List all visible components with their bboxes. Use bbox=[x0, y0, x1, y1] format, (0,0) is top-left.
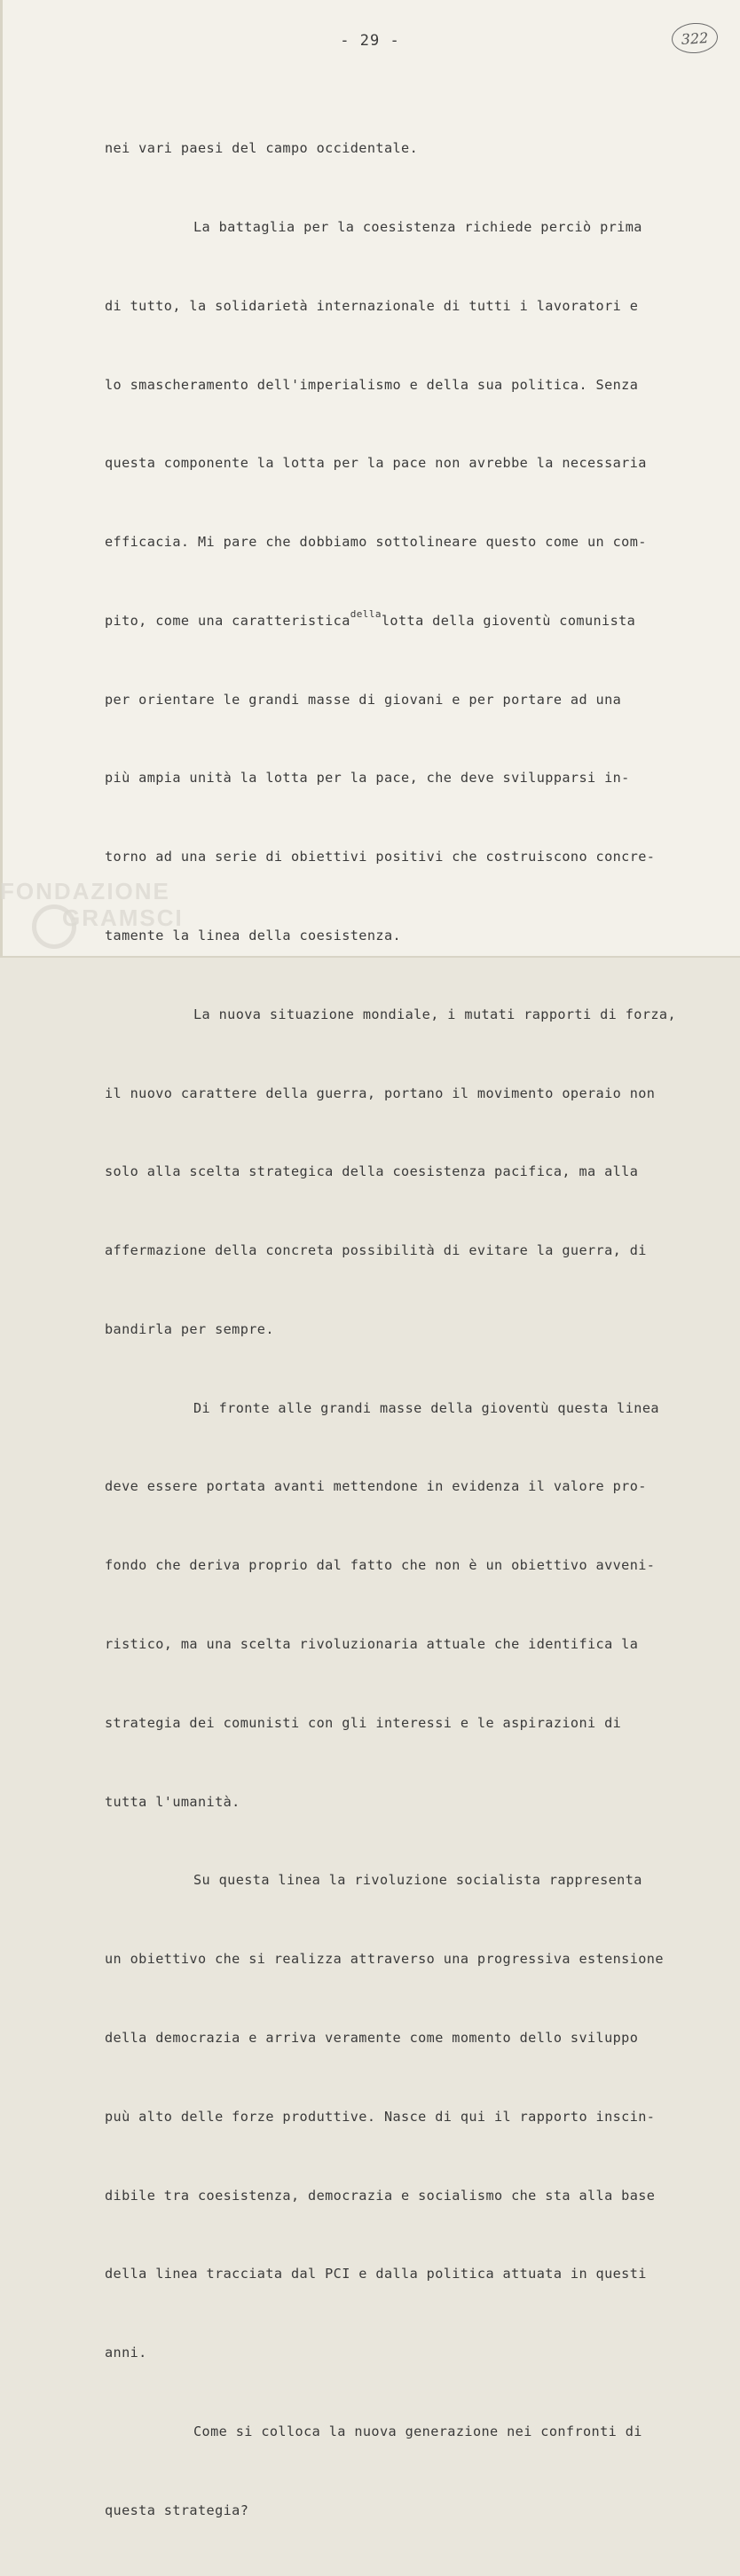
watermark-logo-icon bbox=[32, 904, 76, 949]
text-line: della linea tracciata dal PCI e dalla politica attuata in questi bbox=[105, 2266, 647, 2282]
text-line: ristico, ma una scelta rivoluzionaria attuale che identifica la bbox=[105, 1636, 639, 1653]
text-line: La nuova situazione mondiale, i mutati rapporti di forza, bbox=[193, 1006, 676, 1022]
page-number: - 29 - bbox=[340, 32, 400, 50]
text-line: il nuovo carattere della guerra, portano il movimento operaio non bbox=[105, 1084, 656, 1101]
text-line: fondo che deriva proprio dal fatto che non è un obiettivo avveni- bbox=[105, 1557, 656, 1574]
watermark-line: GRAMSCI bbox=[62, 904, 184, 931]
text-line: Di fronte alle grandi masse della gioventù questa linea bbox=[193, 1399, 659, 1416]
watermark-line: FONDAZIONE bbox=[0, 878, 170, 904]
text-line: Su questa linea la rivoluzione socialista rappresenta bbox=[193, 1872, 642, 1889]
text-line: questa strategia? bbox=[105, 2502, 249, 2518]
text-line: strategia dei comunisti con gli interessi e le aspirazioni di bbox=[105, 1714, 622, 1731]
text-line: torno ad una serie di obiettivi positivi che costruiscono concre- bbox=[105, 849, 656, 865]
text-fragment: pito, come una caratteristica bbox=[105, 612, 350, 629]
text-line: efficacia. Mi pare che dobbiamo sottolineare questo come un com- bbox=[105, 534, 647, 551]
text-line: deve essere portata avanti mettendone in evidenza il valore pro- bbox=[105, 1478, 647, 1495]
text-line: affermazione della concreta possibilità di evitare la guerra, di bbox=[105, 1242, 647, 1259]
text-line: dibile tra coesistenza, democrazia e socialismo che sta alla base bbox=[105, 2187, 656, 2204]
typed-text-body bbox=[105, 83, 708, 2576]
text-line: anni. bbox=[105, 2345, 147, 2361]
text-line bbox=[105, 608, 708, 635]
superscript-insertion: della bbox=[350, 607, 382, 620]
archive-watermark bbox=[0, 878, 184, 931]
text-line: un obiettivo che si realizza attraverso una progressiva estensione bbox=[105, 1951, 664, 1968]
text-line: solo alla scelta strategica della coesistenza pacifica, ma alla bbox=[105, 1163, 639, 1180]
text-line: tutta l'umanità. bbox=[105, 1793, 240, 1810]
text-line: per orientare le grandi masse di giovani e per portare ad una bbox=[105, 691, 622, 708]
text-line: La battaglia per la coesistenza richiede perciò prima bbox=[193, 218, 642, 235]
text-line: di tutto, la solidarietà internazionale di tutti i lavoratori e bbox=[105, 297, 639, 314]
archive-number-stamp: 322 bbox=[671, 21, 719, 55]
text-line: questa componente la lotta per la pace non avrebbe la necessaria bbox=[105, 455, 647, 472]
text-line: bandirla per sempre. bbox=[105, 1320, 274, 1337]
text-line: tamente la linea della coesistenza. bbox=[105, 928, 402, 943]
text-fragment: lotta della gioventù comunista bbox=[381, 612, 636, 629]
text-line: lo smascheramento dell'imperialismo e della sua politica. Senza bbox=[105, 376, 639, 393]
text-line: più ampia unità la lotta per la pace, che deve svilupparsi in- bbox=[105, 770, 630, 787]
text-line: della democrazia e arriva veramente come momento dello sviluppo bbox=[105, 2029, 639, 2046]
text-line: nei vari paesi del campo occidentale. bbox=[105, 140, 419, 157]
text-line: Come si colloca la nuova generazione nei confronti di bbox=[193, 2423, 642, 2439]
text-line: puù alto delle forze produttive. Nasce di qui il rapporto inscin- bbox=[105, 2108, 656, 2125]
